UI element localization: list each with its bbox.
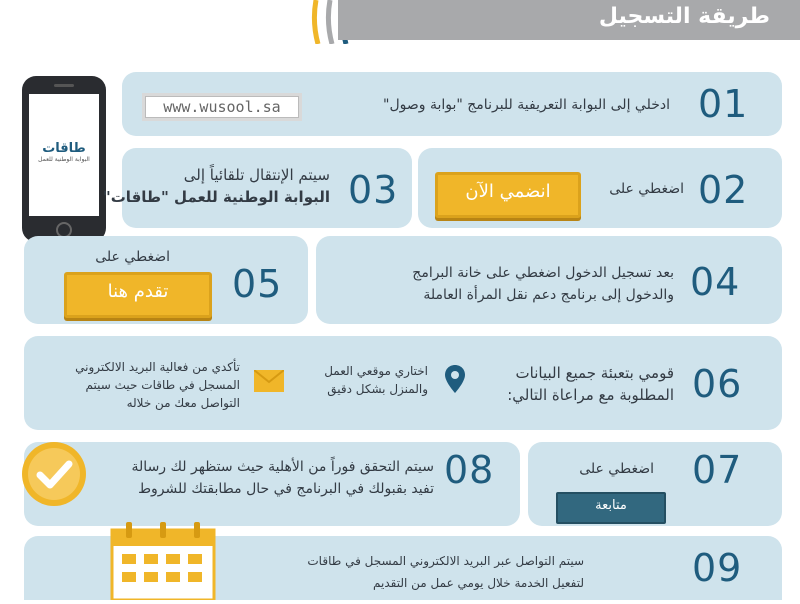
phone-screen xyxy=(29,94,99,216)
step-09-line2: لتفعيل الخدمة خلال يومي عمل من التقديم xyxy=(373,576,584,590)
wusool-url-text: www.wusool.sa xyxy=(163,98,281,116)
page-header xyxy=(338,0,800,40)
step-01-number: 01 xyxy=(698,82,749,126)
taqat-logo-subtext: البوابة الوطنية للعمل xyxy=(38,156,90,163)
step-03-line2: البوابة الوطنية للعمل "طاقات" xyxy=(102,188,330,206)
step-09-number: 09 xyxy=(692,546,743,590)
step-06-location-line1: اختاري موقعي العمل xyxy=(324,364,428,378)
step-02-number: 02 xyxy=(698,168,749,212)
apply-here-button[interactable]: تقدم هنا xyxy=(64,272,212,318)
step-06-email-line3: التواصل معك من خلاله xyxy=(126,396,240,410)
step-08-line2: تفيد بقبولك في البرنامج في حال مطابقتك للشروط xyxy=(138,481,434,497)
continue-button[interactable]: متابعة xyxy=(556,492,666,524)
wusool-url-link[interactable] xyxy=(142,93,302,121)
step-09-line1: سيتم التواصل عبر البريد الالكتروني المسجل في طاقات xyxy=(307,554,584,568)
step-06-email-line2: المسجل في طاقات حيث سيتم xyxy=(85,378,240,392)
step-04-line2: والدخول إلى برنامج دعم نقل المرأة العاملة xyxy=(423,287,674,303)
calendar-icon xyxy=(110,520,216,600)
step-06-location-line2: والمنزل بشكل دقيق xyxy=(327,382,428,396)
step-07-text: اضغطي على xyxy=(579,461,654,477)
step-03-number: 03 xyxy=(348,168,399,212)
step-03-line1: سيتم الإنتقال تلقائياً إلى xyxy=(183,166,330,184)
taqat-logo-text: طاقات xyxy=(42,141,86,156)
step-06-number: 06 xyxy=(692,362,743,406)
step-06-line2: المطلوبة مع مراعاة التالي: xyxy=(507,386,674,404)
step-08-number: 08 xyxy=(444,448,495,492)
step-05-text: اضغطي على xyxy=(95,249,170,265)
location-pin-icon xyxy=(444,364,466,394)
step-06-line1: قومي بتعبئة جميع البيانات xyxy=(515,364,674,382)
phone-speaker xyxy=(54,84,74,87)
checkmark-icon xyxy=(20,440,88,508)
envelope-icon xyxy=(254,370,284,392)
phone-illustration xyxy=(22,76,106,242)
step-05-number: 05 xyxy=(232,262,283,306)
join-now-button[interactable]: انضمي الآن xyxy=(435,172,581,218)
taqat-logo xyxy=(33,142,95,172)
step-04-line1: بعد تسجيل الدخول اضغطي على خانة البرامج xyxy=(412,265,674,281)
step-04-number: 04 xyxy=(690,260,741,304)
step-01-text: ادخلي إلى البوابة التعريفية للبرنامج "بوابة وصول" xyxy=(383,97,670,113)
step-06-email-line1: تأكدي من فعالية البريد الالكتروني xyxy=(75,360,240,374)
step-07-number: 07 xyxy=(692,448,743,492)
step-02-text: اضغطي على xyxy=(609,181,684,197)
step-08-line1: سيتم التحقق فوراً من الأهلية حيث ستظهر لك رسالة xyxy=(131,459,434,475)
page-title: طريقة التسجيل xyxy=(598,4,770,29)
